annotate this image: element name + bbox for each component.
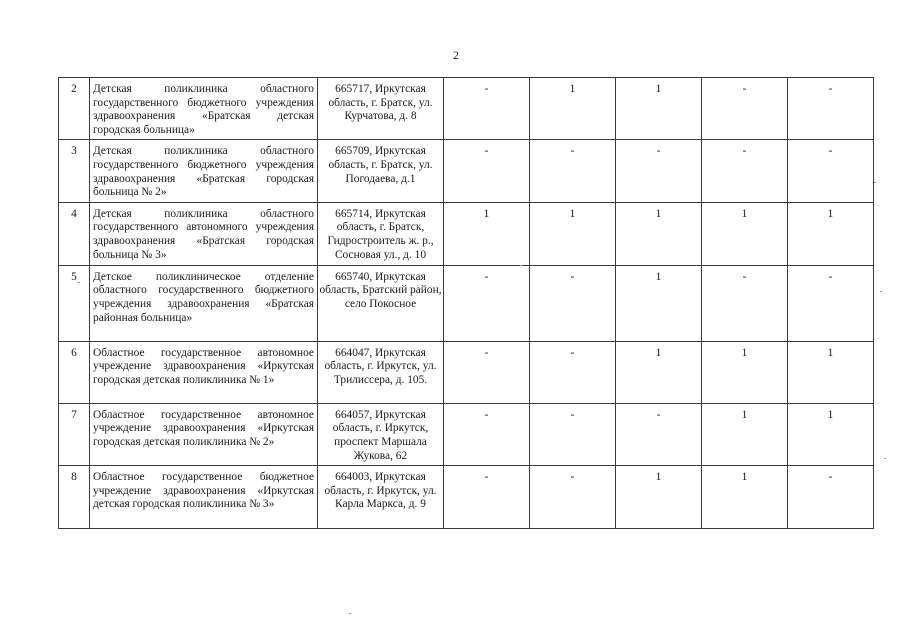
value-cell: -: [530, 140, 616, 202]
row-number: 3: [59, 140, 90, 202]
scan-speck: [880, 291, 882, 292]
value-cell: 1: [616, 78, 702, 140]
value-cell: -: [444, 403, 530, 465]
table-row: [59, 466, 874, 529]
row-number: 5: [59, 265, 90, 341]
facility-name: Детская поликлиника областного государственного автономного учреждения здравоохранения «Братская городская больница № 3»: [90, 202, 318, 265]
value-cell: 1: [616, 202, 702, 265]
value-cell: -: [444, 341, 530, 403]
value-cell: -: [616, 403, 702, 465]
row-number: 2: [59, 78, 90, 140]
scan-speck: [349, 613, 351, 614]
page-number: 2: [453, 48, 459, 62]
table-row: [59, 78, 874, 140]
value-cell: -: [530, 403, 616, 465]
value-cell: 1: [530, 78, 616, 140]
facility-name: Областное государственное автономное учреждение здравоохранения «Иркутская городская детская поликлиника № 1»: [90, 341, 318, 403]
row-number: 6: [59, 341, 90, 403]
value-cell: 1: [788, 403, 874, 465]
value-cell: -: [444, 466, 530, 529]
value-cell: -: [788, 466, 874, 529]
scan-speck: [884, 458, 886, 459]
facility-address: 665717, Иркутская область, г. Братск, ул. Курчатова, д. 8: [318, 78, 444, 140]
value-cell: 1: [702, 403, 788, 465]
value-cell: -: [702, 265, 788, 341]
value-cell: 1: [616, 265, 702, 341]
value-cell: -: [616, 140, 702, 202]
facility-address: 664057, Иркутская область, г. Иркутск, проспект Маршала Жукова, 62: [318, 403, 444, 465]
value-cell: -: [530, 466, 616, 529]
facility-name: Детское поликлиническое отделение областного государственного бюджетного учреждения здравоохранения «Братская районная больница»: [90, 265, 318, 341]
row-number: 4: [59, 202, 90, 265]
table-row: [59, 265, 874, 341]
value-cell: 1: [702, 466, 788, 529]
facility-address: 664003, Иркутская область, г. Иркутск, ул. Карла Маркса, д. 9: [318, 466, 444, 529]
table-row: [59, 202, 874, 265]
value-cell: 1: [616, 466, 702, 529]
facility-address: 665740, Иркутская область, Братский район, село Покосное: [318, 265, 444, 341]
facility-name: Областное государственное бюджетное учреждение здравоохранения «Иркутская детская городская поликлиника № 3»: [90, 466, 318, 529]
facility-name: Областное государственное автономное учреждение здравоохранения «Иркутская городская детская поликлиника № 2»: [90, 403, 318, 465]
table-row: [59, 140, 874, 202]
value-cell: -: [788, 78, 874, 140]
row-number: 7: [59, 403, 90, 465]
facility-address: 664047, Иркутская область, г. Иркутск, ул. Трилиссера, д. 105.: [318, 341, 444, 403]
value-cell: -: [788, 140, 874, 202]
value-cell: 1: [702, 202, 788, 265]
value-cell: -: [444, 265, 530, 341]
value-cell: 1: [616, 341, 702, 403]
value-cell: 1: [788, 202, 874, 265]
value-cell: -: [702, 78, 788, 140]
value-cell: -: [530, 265, 616, 341]
table-row: [59, 341, 874, 403]
scan-speck: [874, 182, 876, 183]
value-cell: 1: [788, 341, 874, 403]
facility-address: 665709, Иркутская область, г. Братск, ул. Погодаева, д.1: [318, 140, 444, 202]
value-cell: -: [444, 78, 530, 140]
value-cell: 1: [444, 202, 530, 265]
facility-address: 665714, Иркутская область, г. Братск, Гидростроитель ж. р., Сосновая ул., д. 10: [318, 202, 444, 265]
value-cell: -: [530, 341, 616, 403]
value-cell: -: [702, 140, 788, 202]
facilities-table: [58, 77, 874, 529]
value-cell: -: [444, 140, 530, 202]
value-cell: 1: [530, 202, 616, 265]
facility-name: Детская поликлиника областного государственного бюджетного учреждения здравоохранения «Братская детская городская больница»: [90, 78, 318, 140]
facility-name: Детская поликлиника областного государственного бюджетного учреждения здравоохранения «Братская городская больница № 2»: [90, 140, 318, 202]
table-row: [59, 403, 874, 465]
value-cell: -: [788, 265, 874, 341]
scan-speck: [78, 282, 80, 283]
scan-speck: [520, 265, 522, 266]
row-number: 8: [59, 466, 90, 529]
value-cell: 1: [702, 341, 788, 403]
